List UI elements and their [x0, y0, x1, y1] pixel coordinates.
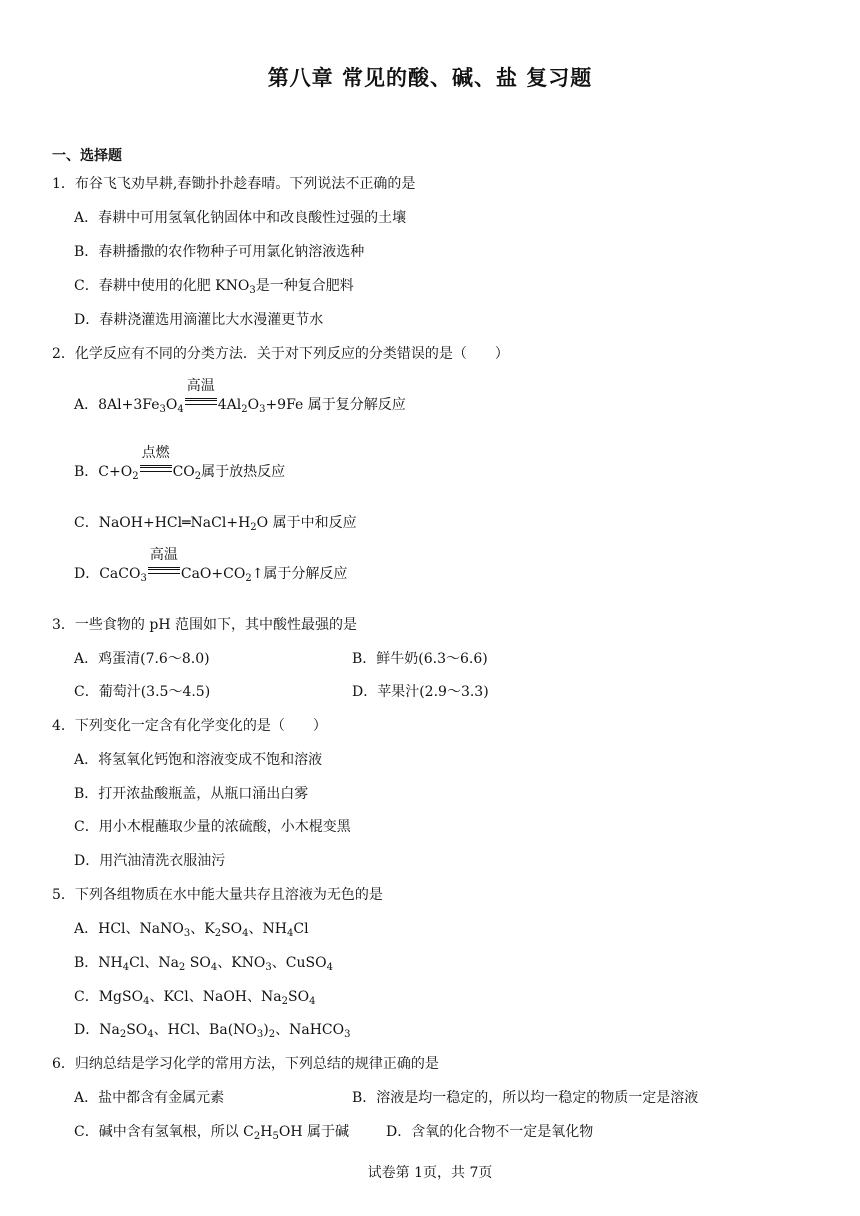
question-1-stem: 1．布谷飞飞劝早耕,春锄扑扑趁春晴。下列说法不正确的是: [52, 176, 416, 192]
question-3-option-c: C．葡萄汁(3.5～4.5): [74, 684, 211, 700]
question-2-option-a: A．$8Al+3Fe_3O_4$ 高温 $4Al_2O_3+9Fe$ 属于复分解反应: [74, 378, 406, 415]
question-6-stem: 6．归纳总结是学习化学的常用方法，下列总结的规律正确的是: [52, 1056, 439, 1072]
question-3-option-a: A．鸡蛋清(7.6～8.0): [74, 651, 210, 667]
page-footer: 试卷第 1页，共 7页: [367, 1165, 493, 1181]
question-5-option-d: D．$Na_2SO_4$、HCl、$Ba(NO_3)_2$、NaHCO$_3$: [74, 1022, 351, 1040]
page-title: 第八章 常见的酸、碱、盐 复习题: [267, 66, 593, 90]
reaction-condition: 高温: [185, 395, 217, 409]
reaction-condition: 点燃: [140, 462, 172, 476]
question-2-option-d: D．CaCO$_3$ 高温 $CaO+CO_2↑$属于分解反应: [74, 547, 348, 584]
question-2-stem: 2．化学反应有不同的分类方法．关于对下列反应的分类错误的是（ ）: [52, 346, 509, 362]
question-5-stem: 5．下列各组物质在水中能大量共存且溶液为无色的是: [52, 887, 383, 903]
question-5-option-a: A．HCl、NaNO$_3$、$K_2SO_4$、$NH_4Cl$: [74, 921, 309, 939]
question-6-option-c: C．碱中含有氢氧根，所以 $C_2H_5OH$ 属于碱: [74, 1124, 349, 1142]
question-4-option-b: B．打开浓盐酸瓶盖，从瓶口涌出白雾: [74, 786, 309, 802]
question-6-option-d: D．含氧的化合物不一定是氧化物: [386, 1124, 594, 1140]
question-5-option-b: B．$NH_4Cl$、$Na_2$ $SO_4$、$KNO_3$、CuSO$_4$: [74, 955, 333, 973]
question-2-option-c: C．$NaOH+HCl═NaCl+H_2O$ 属于中和反应: [74, 515, 357, 533]
question-4-option-d: D．用汽油清洗衣服油污: [74, 853, 226, 869]
section-heading: 一、选择题: [52, 148, 122, 164]
reaction-condition: 高温: [148, 564, 180, 578]
question-3-stem: 3．一些食物的 pH 范围如下，其中酸性最强的是: [52, 617, 357, 633]
question-3-option-d: D．苹果汁(2.9～3.3): [352, 684, 489, 700]
question-6-option-b: B．溶液是均一稳定的，所以均一稳定的物质一定是溶液: [352, 1090, 699, 1106]
question-3-option-b: B．鲜牛奶(6.3～6.6): [352, 651, 488, 667]
question-2-option-b: B．$C+O_2$ 点燃 $CO_2$属于放热反应: [74, 445, 286, 482]
question-4-option-c: C．用小木棍蘸取少量的浓硫酸，小木棍变黑: [74, 819, 351, 835]
question-1-option-b: B．春耕播撒的农作物种子可用氯化钠溶液选种: [74, 244, 365, 260]
question-1-option-a: A．春耕中可用氢氧化钠固体中和改良酸性过强的土壤: [74, 210, 407, 226]
question-5-option-c: C．MgSO$_4$、KCl、NaOH、$Na_2SO_4$: [74, 989, 316, 1007]
question-1-option-d: D．春耕浇灌选用滴灌比大水漫灌更节水: [74, 312, 324, 328]
question-6-option-a: A．盐中都含有金属元素: [74, 1090, 225, 1106]
question-1-option-c: C．春耕中使用的化肥 $KNO_3$是一种复合肥料: [74, 278, 354, 296]
question-4-option-a: A．将氢氧化钙饱和溶液变成不饱和溶液: [74, 752, 323, 768]
question-4-stem: 4．下列变化一定含有化学变化的是（ ）: [52, 718, 327, 734]
